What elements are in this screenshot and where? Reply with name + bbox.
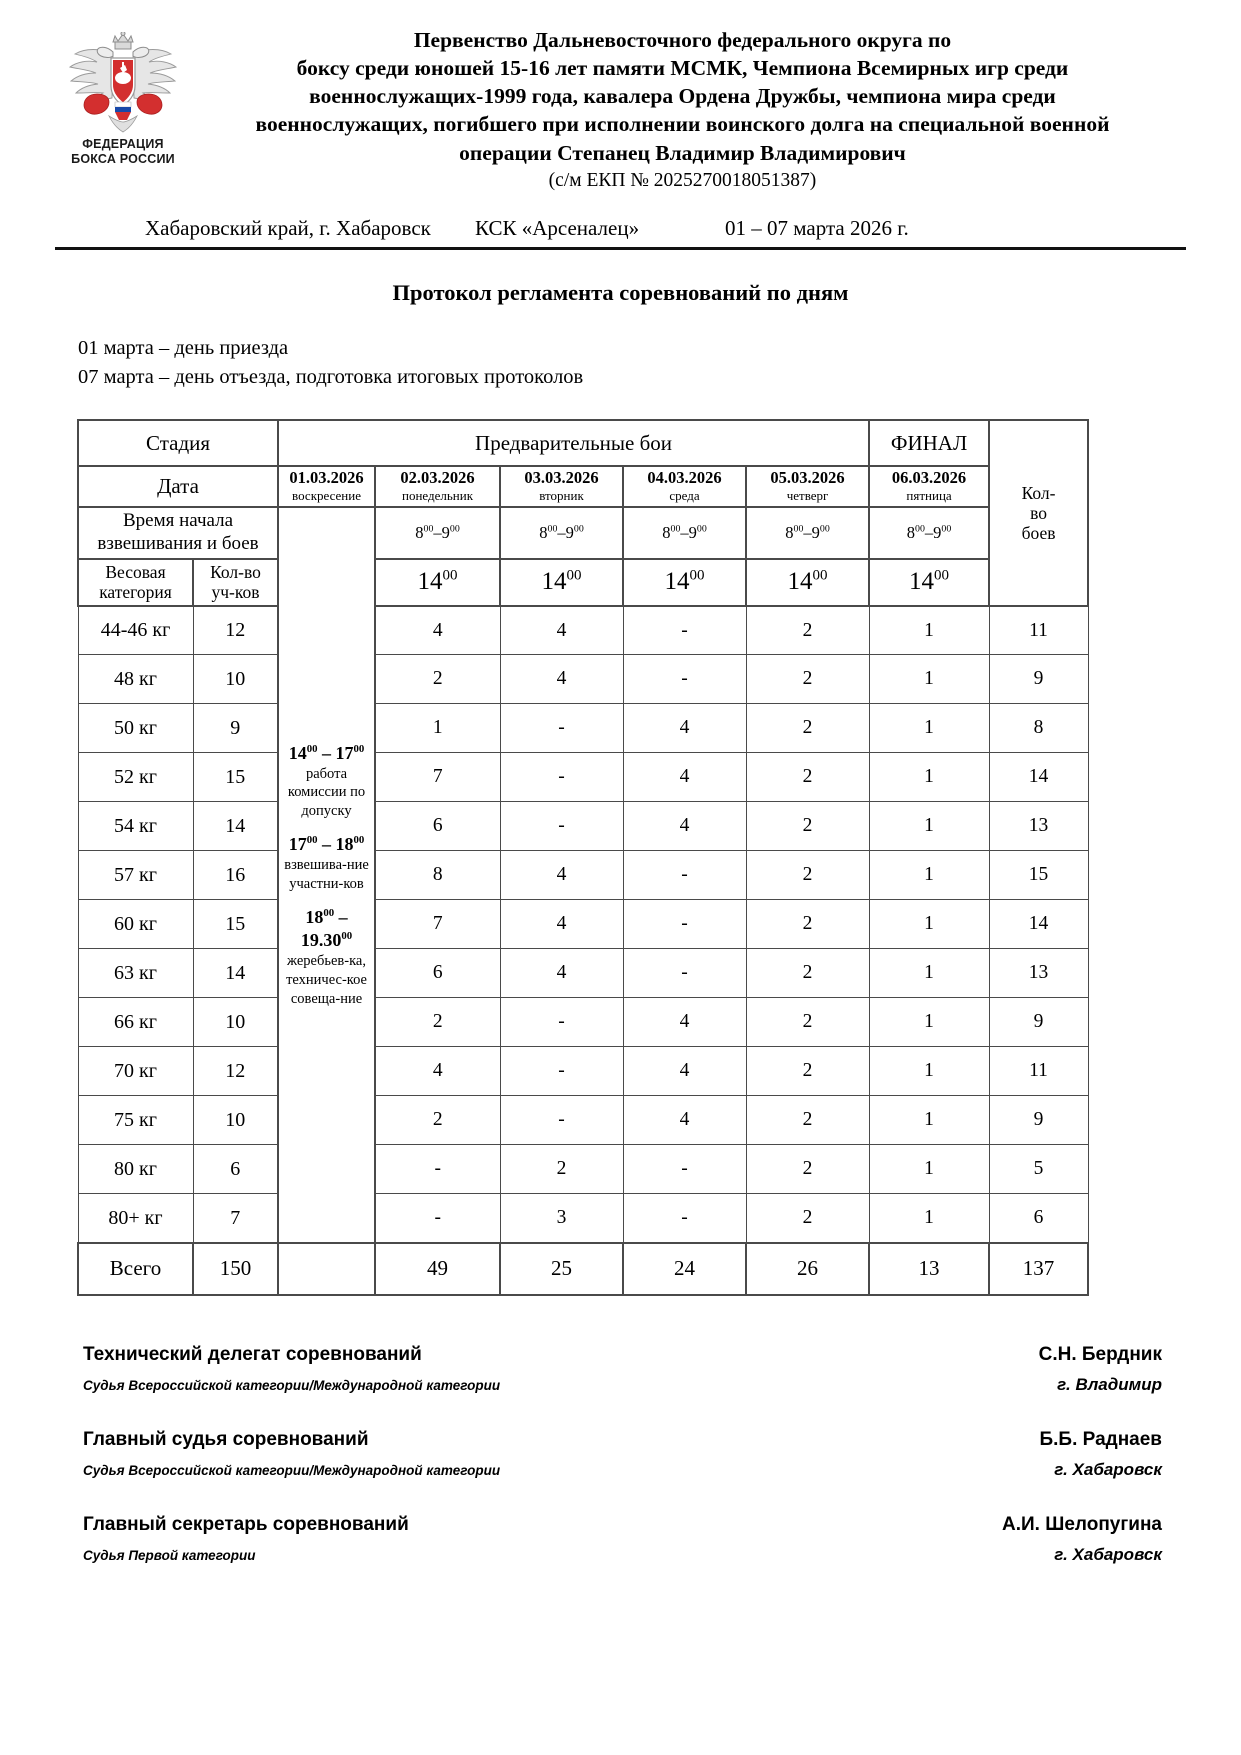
- row-bouts-day-3: -: [500, 1096, 623, 1145]
- row-bouts-day-6: 1: [869, 851, 989, 900]
- signatures-block: [55, 1344, 1186, 1565]
- row-bouts-day-4: -: [623, 949, 746, 998]
- row-bouts-day-6: 1: [869, 1194, 989, 1243]
- header-weight-category: Весовая категория: [78, 559, 193, 606]
- total-bouts-day-4: 24: [623, 1243, 746, 1295]
- row-bouts-total: 9: [989, 1096, 1088, 1145]
- row-bouts-day-4: 4: [623, 1047, 746, 1096]
- page-title: [197, 26, 1186, 194]
- row-bouts-day-3: -: [500, 1047, 623, 1096]
- table-row: [78, 1145, 1088, 1194]
- total-label: Всего: [78, 1243, 193, 1295]
- row-bouts-day-3: 3: [500, 1194, 623, 1243]
- table-row: [78, 1096, 1088, 1145]
- row-bouts-day-2: 2: [375, 998, 500, 1047]
- row-bouts-day-2: 1: [375, 704, 500, 753]
- row-bouts-day-3: 4: [500, 851, 623, 900]
- row-bouts-day-5: 2: [746, 802, 869, 851]
- row-bouts-day-6: 1: [869, 655, 989, 704]
- weighin-window-day-4: $8^{00}-9^{00}$: [623, 507, 746, 559]
- total-bouts-day-3: 25: [500, 1243, 623, 1295]
- row-bouts-day-5: 2: [746, 1145, 869, 1194]
- row-weight-category: 52 кг: [78, 753, 193, 802]
- row-bouts-day-6: 1: [869, 949, 989, 998]
- row-participants: 6: [193, 1145, 278, 1194]
- header-divider: [55, 247, 1186, 250]
- logo-caption-line2: БОКСА РОССИИ: [71, 151, 175, 166]
- table-row: [78, 851, 1088, 900]
- title-line-3: военнослужащих-1999 года, кавалера Ордена Дружбы, чемпиона мира среди: [309, 84, 1056, 109]
- header-day-2: [375, 466, 500, 507]
- day-date: 04.03.2026: [647, 468, 722, 488]
- row-bouts-day-5: 2: [746, 606, 869, 655]
- row-bouts-day-5: 2: [746, 1194, 869, 1243]
- title-line-5: операции Степанец Владимир Владимирович: [459, 140, 906, 165]
- header-final: ФИНАЛ: [869, 420, 989, 466]
- row-participants: 10: [193, 1096, 278, 1145]
- signature-city: г. Хабаровск: [1054, 1459, 1162, 1479]
- start-time-day-5: $14^{00}$: [746, 559, 869, 606]
- day1-schedule-block-3: $18^{00} - 19.30^{00}$ жеребьев-ка, техничес-кое совеща-ние: [286, 907, 367, 1007]
- signature-row: [83, 1429, 1162, 1480]
- row-participants: 12: [193, 1047, 278, 1096]
- signature-row: [83, 1344, 1162, 1395]
- weighin-window-day-3: $8^{00}-9^{00}$: [500, 507, 623, 559]
- row-bouts-total: 6: [989, 1194, 1088, 1243]
- table-header-date-row: [78, 466, 1088, 507]
- row-weight-category: 54 кг: [78, 802, 193, 851]
- signature-city: г. Хабаровск: [1054, 1544, 1162, 1564]
- notes-block: [55, 334, 1186, 394]
- header-stage: Стадия: [78, 420, 278, 466]
- row-bouts-day-5: 2: [746, 655, 869, 704]
- row-weight-category: 66 кг: [78, 998, 193, 1047]
- row-participants: 9: [193, 704, 278, 753]
- row-bouts-day-5: 2: [746, 1096, 869, 1145]
- row-participants: 16: [193, 851, 278, 900]
- row-participants: 14: [193, 802, 278, 851]
- row-weight-category: 48 кг: [78, 655, 193, 704]
- table-row: [78, 753, 1088, 802]
- signature-name: А.И. Шелопугина: [1002, 1513, 1162, 1535]
- row-bouts-day-6: 1: [869, 606, 989, 655]
- day1-schedule-block-1: $14^{00} - 17^{00}$ работа комиссии по допуску: [287, 742, 366, 819]
- row-participants: 14: [193, 949, 278, 998]
- row-bouts-total: 15: [989, 851, 1088, 900]
- weighin-window-day-2: $8^{00}-9^{00}$: [375, 507, 500, 559]
- row-weight-category: 80+ кг: [78, 1194, 193, 1243]
- start-time-day-3: $14^{00}$: [500, 559, 623, 606]
- row-participants: 10: [193, 998, 278, 1047]
- protocol-subtitle: Протокол регламента соревнований по дням: [392, 279, 849, 305]
- row-bouts-total: 13: [989, 949, 1088, 998]
- row-bouts-total: 11: [989, 1047, 1088, 1096]
- start-time-day-2: $14^{00}$: [375, 559, 500, 606]
- row-bouts-day-3: -: [500, 802, 623, 851]
- title-line-1: Первенство Дальневосточного федерального округа по: [413, 28, 952, 52]
- row-bouts-day-6: 1: [869, 704, 989, 753]
- row-participants: 12: [193, 606, 278, 655]
- note-departure: 07 марта – день отъезда, подготовка итоговых протоколов: [78, 366, 584, 389]
- header-date-label: Дата: [78, 466, 278, 507]
- row-bouts-day-3: -: [500, 998, 623, 1047]
- row-bouts-day-4: -: [623, 900, 746, 949]
- signature-category: Судья Первой категории: [83, 1547, 256, 1563]
- row-bouts-day-4: 4: [623, 998, 746, 1047]
- start-time-day-4: $14^{00}$: [623, 559, 746, 606]
- day-date: 02.03.2026: [400, 468, 475, 488]
- table-row: [78, 704, 1088, 753]
- row-bouts-total: 13: [989, 802, 1088, 851]
- row-bouts-day-6: 1: [869, 1047, 989, 1096]
- row-bouts-day-6: 1: [869, 753, 989, 802]
- signature-row: [83, 1514, 1162, 1565]
- row-bouts-day-5: 2: [746, 998, 869, 1047]
- row-bouts-day-5: 2: [746, 949, 869, 998]
- total-day1-empty: [278, 1243, 375, 1295]
- day-date: 01.03.2026: [289, 468, 364, 488]
- row-weight-category: 70 кг: [78, 1047, 193, 1096]
- row-bouts-total: 5: [989, 1145, 1088, 1194]
- header-day-4: [623, 466, 746, 507]
- row-weight-category: 75 кг: [78, 1096, 193, 1145]
- day-weekday: среда: [669, 488, 700, 504]
- table-header-category-row: [78, 559, 1088, 606]
- row-bouts-day-5: 2: [746, 851, 869, 900]
- total-bouts-day-6: 13: [869, 1243, 989, 1295]
- header-day-1: [278, 466, 375, 507]
- row-weight-category: 63 кг: [78, 949, 193, 998]
- row-bouts-day-3: 4: [500, 655, 623, 704]
- row-bouts-day-3: 4: [500, 606, 623, 655]
- row-bouts-day-2: -: [375, 1194, 500, 1243]
- day-weekday: воскресение: [292, 488, 361, 504]
- row-weight-category: 50 кг: [78, 704, 193, 753]
- day-date: 03.03.2026: [524, 468, 599, 488]
- signature-city: г. Владимир: [1057, 1374, 1162, 1394]
- row-bouts-day-4: 4: [623, 704, 746, 753]
- logo-caption: [55, 137, 191, 167]
- row-bouts-day-6: 1: [869, 998, 989, 1047]
- table-total-row: [78, 1243, 1088, 1295]
- row-bouts-day-4: 4: [623, 1096, 746, 1145]
- signature-name: Б.Б. Раднаев: [1039, 1428, 1162, 1450]
- row-bouts-day-4: -: [623, 655, 746, 704]
- day1-schedule-block-2: $17^{00} - 18^{00}$ взвешива-ние участни-ков: [284, 834, 369, 892]
- day-weekday: понедельник: [401, 488, 474, 504]
- header-day-3: [500, 466, 623, 507]
- note-arrival: 01 марта – день приезда: [78, 336, 289, 359]
- table-row: [78, 655, 1088, 704]
- row-bouts-day-4: 4: [623, 802, 746, 851]
- row-bouts-total: 8: [989, 704, 1088, 753]
- venue-dates: 01 – 07 марта 2026 г.: [725, 215, 909, 240]
- table-row: [78, 1047, 1088, 1096]
- table-row: [78, 949, 1088, 998]
- header-weighin-label: Время начала взвешивания и боев: [78, 507, 278, 559]
- header-preliminary-bouts: Предварительные бои: [278, 420, 869, 466]
- row-bouts-day-4: -: [623, 606, 746, 655]
- venue-row: [55, 216, 1186, 241]
- signature-name: С.Н. Бердник: [1038, 1343, 1162, 1365]
- day-weekday: четверг: [786, 488, 829, 504]
- day-date: 05.03.2026: [770, 468, 845, 488]
- row-bouts-day-6: 1: [869, 900, 989, 949]
- table-header-stage-row: [78, 420, 1088, 466]
- row-bouts-day-2: 4: [375, 606, 500, 655]
- row-bouts-day-2: 8: [375, 851, 500, 900]
- table-row: [78, 802, 1088, 851]
- logo-caption-line1: ФЕДЕРАЦИЯ: [82, 137, 164, 151]
- table-row: [78, 606, 1088, 655]
- row-bouts-day-2: 7: [375, 753, 500, 802]
- venue-hall: КСК «Арсеналец»: [475, 215, 640, 240]
- total-participants: 150: [193, 1243, 278, 1295]
- row-bouts-day-4: 4: [623, 753, 746, 802]
- signature-role: Главный судья соревнований: [83, 1428, 369, 1450]
- row-bouts-total: 14: [989, 900, 1088, 949]
- row-bouts-day-3: 4: [500, 900, 623, 949]
- row-bouts-day-2: 2: [375, 1096, 500, 1145]
- header-participants-count: Кол-во уч-ков: [193, 559, 278, 606]
- row-weight-category: 80 кг: [78, 1145, 193, 1194]
- row-bouts-day-5: 2: [746, 753, 869, 802]
- row-weight-category: 44-46 кг: [78, 606, 193, 655]
- total-bouts-all: 137: [989, 1243, 1088, 1295]
- day-weekday: пятница: [906, 488, 952, 504]
- row-bouts-day-4: -: [623, 851, 746, 900]
- day-date: 06.03.2026: [891, 468, 967, 488]
- row-weight-category: 57 кг: [78, 851, 193, 900]
- total-bouts-day-5: 26: [746, 1243, 869, 1295]
- row-bouts-day-3: 4: [500, 949, 623, 998]
- row-bouts-day-5: 2: [746, 1047, 869, 1096]
- table-row: [78, 998, 1088, 1047]
- signature-category: Судья Всероссийской категории/Международной категории: [83, 1462, 501, 1478]
- total-bouts-day-2: 49: [375, 1243, 500, 1295]
- row-bouts-day-2: 6: [375, 949, 500, 998]
- row-participants: 15: [193, 900, 278, 949]
- row-bouts-day-5: 2: [746, 900, 869, 949]
- signature-role: Главный секретарь соревнований: [83, 1513, 409, 1535]
- row-bouts-day-2: 7: [375, 900, 500, 949]
- signature-category: Судья Всероссийской категории/Международной категории: [83, 1377, 501, 1393]
- row-bouts-day-3: 2: [500, 1145, 623, 1194]
- weighin-window-day-5: $8^{00}-9^{00}$: [746, 507, 869, 559]
- schedule-table: [77, 419, 1089, 1295]
- table-row: [78, 1194, 1088, 1243]
- row-participants: 10: [193, 655, 278, 704]
- row-bouts-day-2: 2: [375, 655, 500, 704]
- header-day-5: [746, 466, 869, 507]
- row-bouts-day-5: 2: [746, 704, 869, 753]
- row-bouts-day-6: 1: [869, 1096, 989, 1145]
- signature-role: Технический делегат соревнований: [83, 1343, 422, 1365]
- row-bouts-day-4: -: [623, 1145, 746, 1194]
- document-header: [55, 26, 1186, 194]
- row-bouts-day-6: 1: [869, 1145, 989, 1194]
- row-weight-category: 60 кг: [78, 900, 193, 949]
- weighin-window-day-6: $8^{00}-9^{00}$: [869, 507, 989, 559]
- row-bouts-total: 9: [989, 998, 1088, 1047]
- ekp-number: (с/м ЕКП № 2025270018051387): [548, 169, 817, 191]
- row-bouts-day-4: -: [623, 1194, 746, 1243]
- row-bouts-day-6: 1: [869, 802, 989, 851]
- row-bouts-day-2: 6: [375, 802, 500, 851]
- row-participants: 15: [193, 753, 278, 802]
- day1-schedule-cell: [278, 507, 375, 1243]
- federation-logo-block: [55, 26, 191, 167]
- row-bouts-day-2: -: [375, 1145, 500, 1194]
- row-bouts-total: 14: [989, 753, 1088, 802]
- table-header-weighin-row: [78, 507, 1088, 559]
- row-bouts-day-3: -: [500, 704, 623, 753]
- header-bouts-count: Кол- во боев: [989, 420, 1088, 605]
- row-bouts-total: 9: [989, 655, 1088, 704]
- row-bouts-total: 11: [989, 606, 1088, 655]
- header-day-6: [869, 466, 989, 507]
- row-participants: 7: [193, 1194, 278, 1243]
- venue-place: Хабаровский край, г. Хабаровск: [145, 215, 431, 240]
- day-weekday: вторник: [539, 488, 584, 504]
- title-line-2: боксу среди юношей 15-16 лет памяти МСМК, Чемпиона Всемирных игр среди: [296, 56, 1069, 81]
- title-line-4: военнослужащих, погибшего при исполнении воинского долга на специальной военной: [255, 112, 1110, 137]
- russian-boxing-federation-emblem-icon: [63, 32, 183, 136]
- table-row: [78, 900, 1088, 949]
- start-time-day-6: $14^{00}$: [869, 559, 989, 606]
- row-bouts-day-2: 4: [375, 1047, 500, 1096]
- row-bouts-day-3: -: [500, 753, 623, 802]
